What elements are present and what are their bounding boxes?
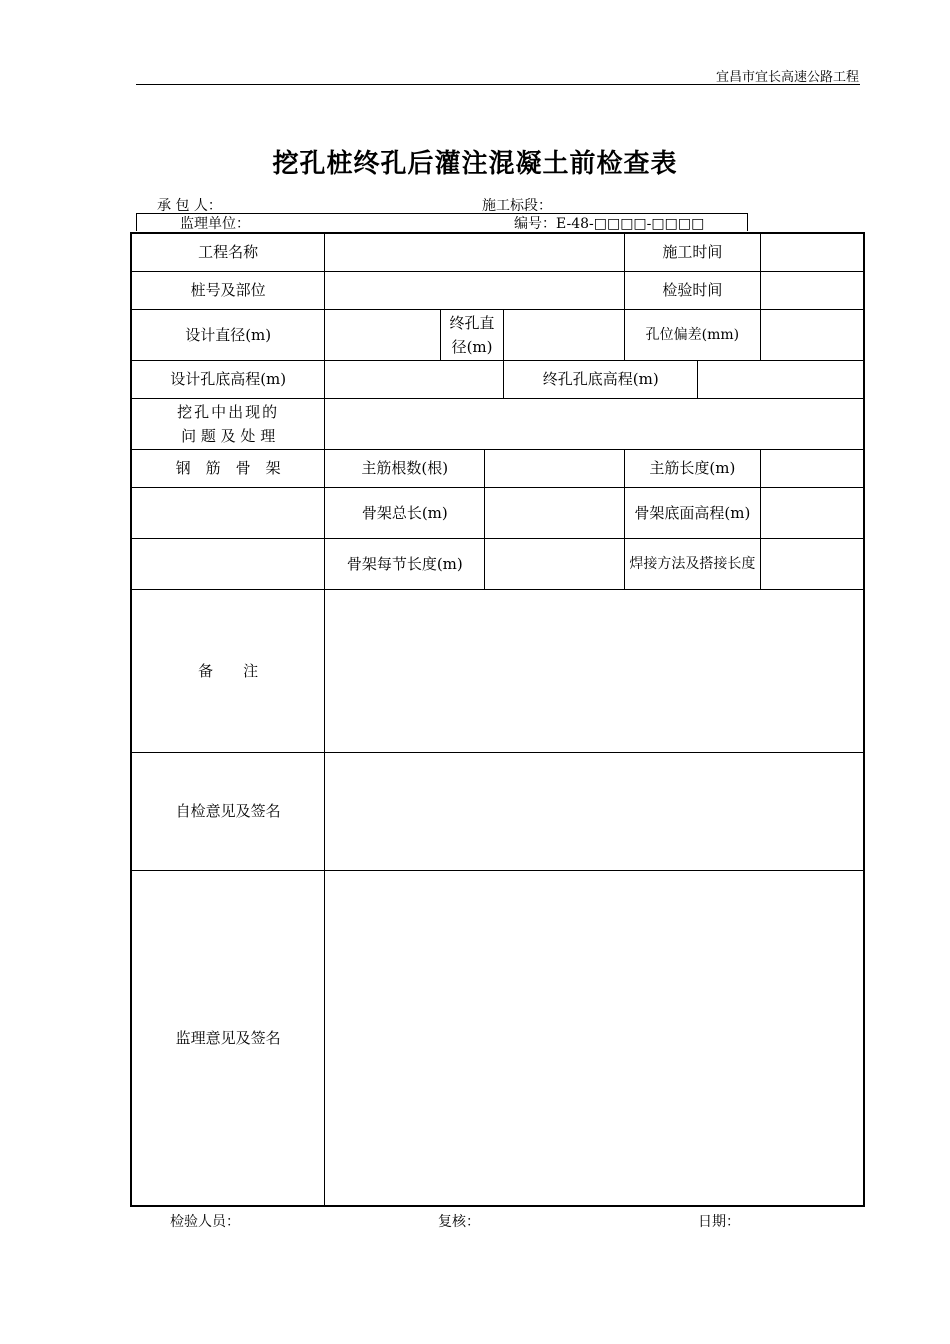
row-supervisor-opinion [131, 870, 864, 1206]
inspector-label: 检验人员： [170, 1214, 240, 1230]
problems-label-line2: 问 题 及 处 理 [181, 426, 276, 445]
self-check-label: 自检意见及签名 [131, 752, 325, 870]
final-bottom-elev-value[interactable] [698, 360, 864, 398]
rebar-cage-label: 钢 筋 骨 架 [131, 449, 325, 487]
cage-bottom-elev-label: 骨架底面高程(m) [625, 487, 761, 538]
remarks-label: 备 注 [131, 589, 325, 752]
hole-deviation-value[interactable] [760, 309, 864, 360]
form-number: 编号：E-48-□□□□-□□□□ [514, 216, 705, 232]
cage-segment-length-value[interactable] [485, 538, 625, 589]
inspection-time-label: 检验时间 [625, 271, 761, 309]
weld-method-value[interactable] [760, 538, 864, 589]
problems-label [131, 398, 325, 449]
construction-time-value[interactable] [760, 233, 864, 271]
row-remarks [131, 589, 864, 752]
problems-label-line1: 挖孔中出现的 [177, 402, 280, 421]
pile-position-label: 桩号及部位 [131, 271, 325, 309]
row-rebar-2 [131, 487, 864, 538]
inspection-table [130, 232, 865, 1207]
design-bottom-elev-label: 设计孔底高程(m) [131, 360, 325, 398]
date-label: 日期： [698, 1214, 740, 1230]
final-diameter-value[interactable] [504, 309, 625, 360]
row-diameter [131, 309, 864, 360]
final-bottom-elev-label: 终孔孔底高程(m) [504, 360, 698, 398]
supervisor-opinion-value[interactable] [325, 870, 864, 1206]
problems-value[interactable] [325, 398, 864, 449]
design-bottom-elev-value[interactable] [325, 360, 504, 398]
row-bottom-elevation [131, 360, 864, 398]
construction-time-label: 施工时间 [625, 233, 761, 271]
row-pile-position [131, 271, 864, 309]
remarks-value[interactable] [325, 589, 864, 752]
row-rebar-1 [131, 449, 864, 487]
header-rule [136, 84, 860, 85]
cage-total-length-label: 骨架总长(m) [325, 487, 485, 538]
header-project: 宜昌市宜长高速公路工程 [715, 70, 859, 85]
row-project-name [131, 233, 864, 271]
design-diameter-label: 设计直径(m) [131, 309, 325, 360]
contractor-label: 承 包 人： [157, 198, 222, 214]
inspection-time-value[interactable] [760, 271, 864, 309]
row-rebar-3 [131, 538, 864, 589]
final-diameter-label: 终孔直径(m) [440, 309, 504, 360]
self-check-value[interactable] [325, 752, 864, 870]
rebar-blank-1 [131, 487, 325, 538]
reviewer-label: 复核： [438, 1214, 480, 1230]
main-bar-count-label: 主筋根数(根) [325, 449, 485, 487]
design-diameter-value[interactable] [325, 309, 440, 360]
weld-method-label: 焊接方法及搭接长度 [625, 538, 761, 589]
main-bar-length-label: 主筋长度(m) [625, 449, 761, 487]
cage-bottom-elev-value[interactable] [760, 487, 864, 538]
pile-position-value[interactable] [325, 271, 625, 309]
project-name-label: 工程名称 [131, 233, 325, 271]
hole-deviation-label: 孔位偏差(mm) [625, 309, 761, 360]
section-label: 施工标段： [482, 198, 552, 214]
cage-segment-length-label: 骨架每节长度(m) [325, 538, 485, 589]
row-problems [131, 398, 864, 449]
row-self-check [131, 752, 864, 870]
main-bar-count-value[interactable] [485, 449, 625, 487]
main-bar-length-value[interactable] [760, 449, 864, 487]
supervisor-opinion-label: 监理意见及签名 [131, 870, 325, 1206]
page-title: 挖孔桩终孔后灌注混凝土前检查表 [272, 149, 678, 179]
rebar-blank-2 [131, 538, 325, 589]
supervisor-label: 监理单位： [180, 216, 250, 232]
cage-total-length-value[interactable] [485, 487, 625, 538]
project-name-value[interactable] [325, 233, 625, 271]
